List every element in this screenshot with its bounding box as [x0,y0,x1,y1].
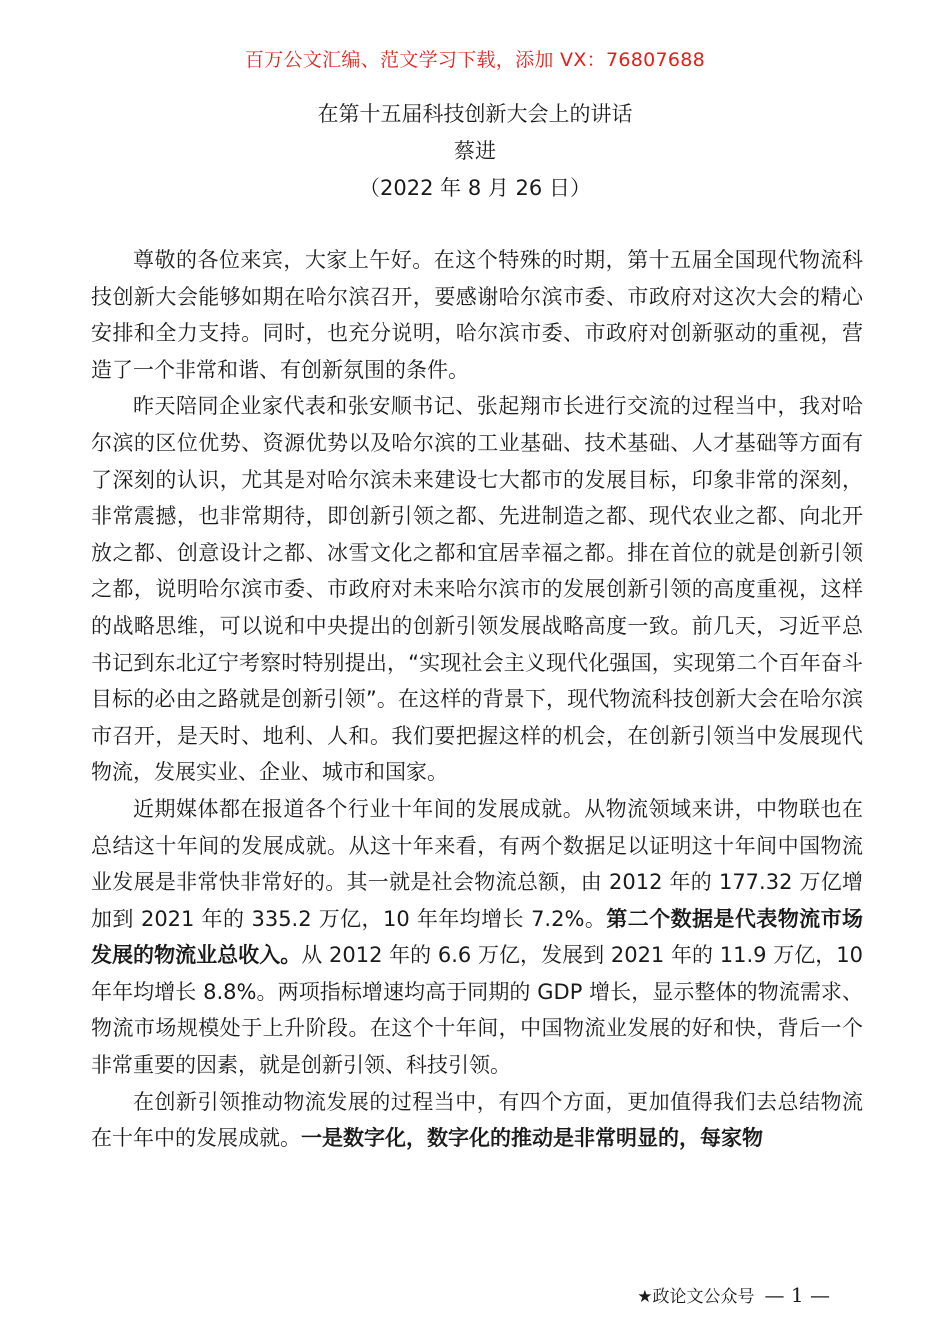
paragraph-2: 昨天陪同企业家代表和张安顺书记、张起翔市长进行交流的过程当中，我对哈尔滨的区位优势、资源优势以及哈尔滨的工业基础、技术基础、人才基础等方面有了深刻的认识，尤其是对哈尔滨未来建设七大都市的发展目标，印象非常的深刻，非常震撼，也非常期待，即创新引领之都、先进制造之都、现代农业之都、向北开放之都、创意设计之都、冰雪文化之都和宜居幸福之都。排在首位的就是创新引领之都，说明哈尔滨市委、市政府对未来哈尔滨市的发展创新引领的高度重视，这样的战略思维，可以说和中央提出的创新引领发展战略高度一致。前几天，习近平总书记到东北辽宁考察时特别提出，“实现社会主义现代化强国，实现第二个百年奋斗目标的必由之路就是创新引领”。在这样的背景下，现代物流科技创新大会在哈尔滨市召开，是天时、地利、人和。我们要把握这样的机会，在创新引领当中发展现代物流，发展实业、企业、城市和国家。 [91,394,863,785]
paragraph-3-bold: 第二个数据是代表物流市场发展的物流业总收入。 [91,906,864,968]
paragraph-3 [91,791,863,1084]
page-footer [0,1281,830,1311]
title-block [0,96,950,207]
header-banner: 百万公文汇编、范文学习下载，添加 VX：76807688 [244,49,706,71]
speech-date: （2022 年 8 月 26 日） [359,176,591,200]
paragraph-3-part-a: 近期媒体都在报道各个行业十年间的发展成就。从物流领域来讲，中物联也在总结这十年间的发展成就。从这十年来看，有两个数据足以证明这十年间中国物流业发展是非常快非常好的。其一就是社会物流总额，由 2012 年的 177.32 万亿增加到 2021 年的 335.2 万亿，10 年年均增长 7.2%。 [91,796,863,931]
paragraph-4 [91,1084,863,1157]
document-body [91,242,863,1157]
paragraph-4-part-a: 在创新引领推动物流发展的过程当中，有四个方面，更加值得我们去总结物流在十年中的发展成就。 [91,1089,863,1151]
paragraph-3-part-b: 从 2012 年的 6.6 万亿，发展到 2021 年的 11.9 万亿，10 年年均增长 8.8%。两项指标增速均高于同期的 GDP 增长，显示整体的物流需求、物流市场规模处于上升阶段。在这个十年间，中国物流业发展的好和快，背后一个非常重要的因素，就是创新引领、科技引领。 [91,943,863,1078]
paragraph-4-bold: 一是数字化，数字化的推动是非常明显的，每家物 [301,1126,763,1151]
paragraph-1: 尊敬的各位来宾，大家上午好。在这个特殊的时期，第十五届全国现代物流科技创新大会能够如期在哈尔滨召开，要感谢哈尔滨市委、市政府对这次大会的精心安排和全力支持。同时，也充分说明，哈尔滨市委、市政府对创新驱动的重视，营造了一个非常和谐、有创新氛围的条件。 [91,248,863,382]
footer-source: ★政论文公众号 [637,1287,755,1307]
document-title: 在第十五届科技创新大会上的讲话 [317,102,633,126]
page-number: — 1 — [764,1283,830,1307]
author-name: 蔡进 [454,139,496,163]
